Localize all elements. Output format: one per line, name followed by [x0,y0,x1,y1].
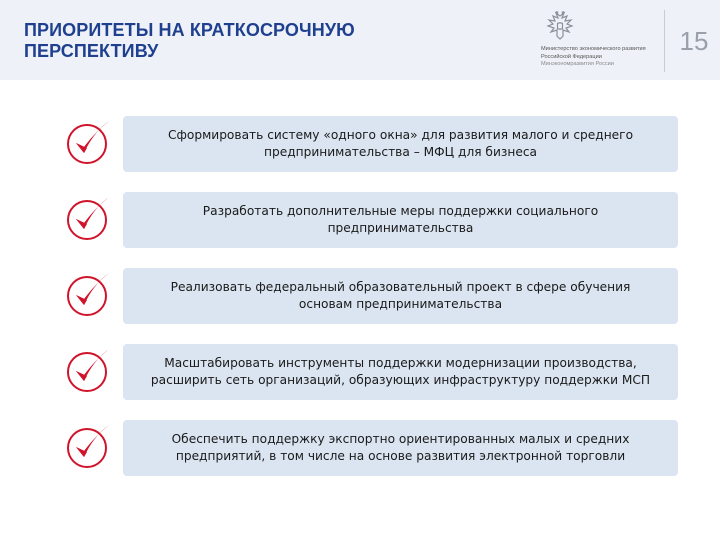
priority-item-line: Разработать дополнительные меры поддержки социального [202,204,599,218]
ministry-name-line-3: Минэкономразвития России [541,61,614,67]
priority-item-text [172,431,630,465]
ministry-name-line-2: Российской Федерации [541,53,602,60]
priority-item-2 [123,192,678,248]
slide-title-line-2: ПЕРСПЕКТИВУ [24,41,159,61]
checkmark-icon [63,420,115,472]
priority-item-line: Масштабировать инструменты поддержки модернизации производства, [164,356,637,370]
header-divider [664,10,665,72]
checkmark-icon [63,116,115,168]
priority-item-line: Реализовать федеральный образовательный проект в сфере обучения [170,280,631,294]
priority-item-text [171,279,631,313]
priority-item-line: предпринимательства – МФЦ для бизнеса [264,145,537,159]
priority-item-line: Обеспечить поддержку экспортно ориентированных малых и средних [171,432,630,446]
priority-item-line: расширить сеть организаций, образующих инфраструктуру поддержки МСП [150,373,651,387]
priority-item-line: основам предпринимательства [298,297,503,311]
slide-title [24,20,444,62]
ministry-name [541,46,661,69]
ministry-logo [541,10,656,72]
checkmark-icon [63,344,115,396]
priority-item-1 [123,116,678,172]
priority-item-3 [123,268,678,324]
checkmark-icon [63,268,115,320]
priority-item-line: Сформировать систему «одного окна» для развития малого и среднего [167,128,634,142]
slide-title-line-1: ПРИОРИТЕТЫ НА КРАТКОСРОЧНУЮ [24,20,355,40]
priority-item-4 [123,344,678,400]
page-number: 15 [679,26,709,56]
priority-item-5 [123,420,678,476]
checkmark-icon [63,192,115,244]
priority-item-line: предприятий, в том числе на основе развития электронной торговли [175,449,626,463]
priority-item-text [168,127,633,161]
priority-item-text [151,355,650,389]
coat-of-arms-icon [545,10,575,42]
ministry-name-line-1: Министерство экономического развития [541,46,646,52]
priority-item-line: предпринимательства [327,221,474,235]
priority-item-text [203,203,598,237]
